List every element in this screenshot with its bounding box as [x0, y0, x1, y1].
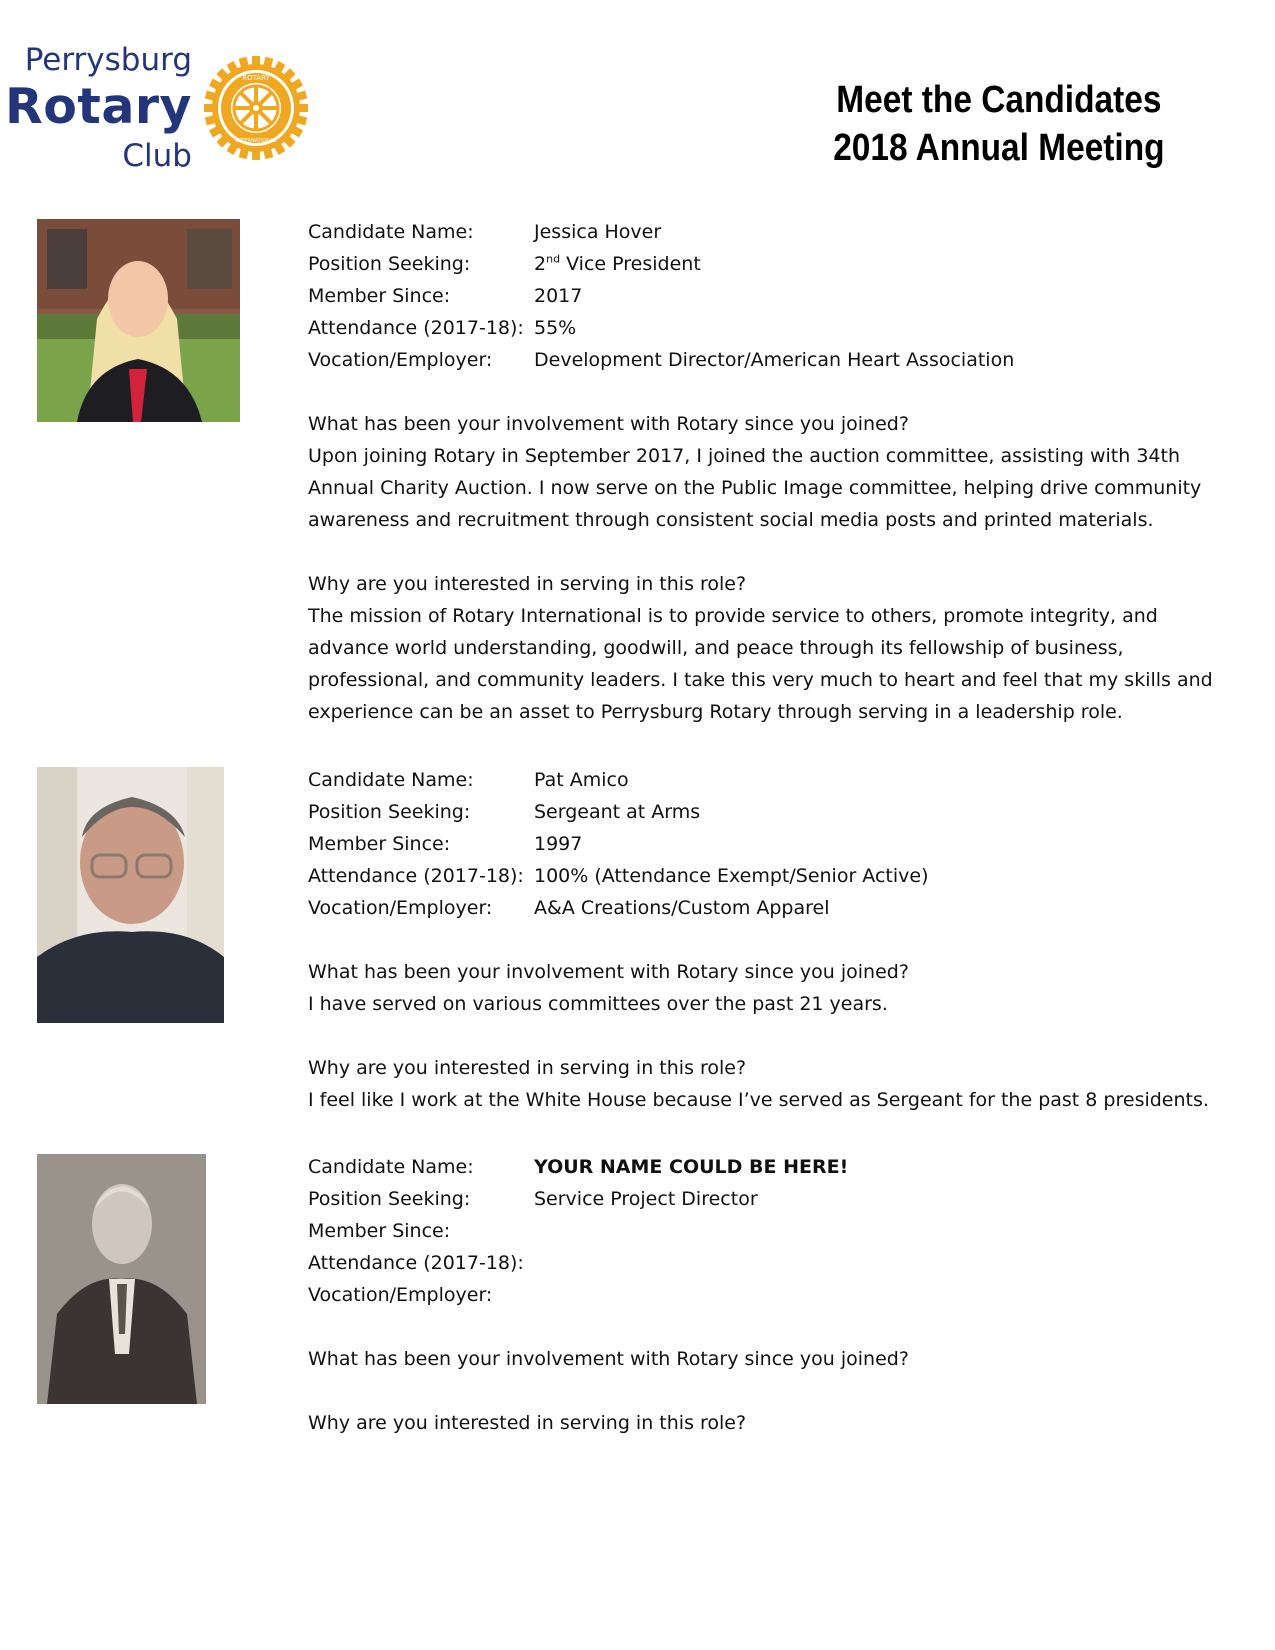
candidate-photo-placeholder — [37, 1154, 206, 1404]
rotary-logo — [5, 40, 330, 180]
question-involvement: What has been your involvement with Rotary since you joined? — [308, 413, 909, 435]
field-row-vocation — [308, 892, 1238, 924]
field-row-vocation — [308, 1279, 1238, 1311]
question-interest: Why are you interested in serving in this role? — [308, 1412, 747, 1434]
logo-line-rotary: Rotary — [5, 78, 192, 135]
value-vocation: Development Director/American Heart Association — [534, 349, 1015, 371]
label-vocation: Vocation/Employer: — [308, 1284, 493, 1306]
value-vocation — [534, 1279, 1238, 1311]
title-line-1: Meet the Candidates — [836, 79, 1162, 121]
field-row-member-since — [308, 1215, 1238, 1247]
candidate-1 — [308, 216, 1238, 728]
value-position-seeking — [534, 248, 1238, 280]
field-row-position — [308, 796, 1238, 828]
label-attendance: Attendance (2017-18): — [308, 317, 524, 339]
value-member-since: 2017 — [534, 285, 583, 307]
value-position-seeking: Sergeant at Arms — [534, 801, 701, 823]
answer-involvement: Upon joining Rotary in September 2017, I joined the auction committee, assisting with 34th Annual Charity Auction. I now serve on the Public Image committee, helping drive community awareness and recruitment through consistent social media posts and printed materials. — [308, 445, 1202, 531]
value-candidate-name: Pat Amico — [534, 769, 629, 791]
wheel-text-top: ROTARY — [242, 74, 270, 82]
field-row-position — [308, 248, 1238, 280]
label-position-seeking: Position Seeking: — [308, 1188, 471, 1210]
logo-line-perrysburg: Perrysburg — [24, 42, 192, 78]
candidate-3 — [308, 1151, 1238, 1439]
label-vocation: Vocation/Employer: — [308, 349, 493, 371]
position-ordinal-suffix: nd — [546, 252, 561, 266]
field-row-member-since — [308, 280, 1238, 312]
answer-interest: The mission of Rotary International is to provide service to others, promote integrity, and advance world understanding, goodwill, and peace through its fellowship of business, professional, and community leaders. I take this very much to heart and feel that my skills and experience can be an asset to Perrysburg Rotary through serving in a leadership role. — [308, 605, 1213, 723]
position-ordinal-number: 2 — [534, 253, 547, 275]
label-candidate-name: Candidate Name: — [308, 221, 474, 243]
field-row-member-since — [308, 828, 1238, 860]
value-candidate-name: YOUR NAME COULD BE HERE! — [534, 1156, 849, 1178]
label-position-seeking: Position Seeking: — [308, 801, 471, 823]
candidate-photo-jessica — [37, 219, 240, 422]
label-member-since: Member Since: — [308, 833, 451, 855]
label-candidate-name: Candidate Name: — [308, 1156, 474, 1178]
field-row-name — [308, 764, 1238, 796]
field-row-attendance — [308, 860, 1238, 892]
label-attendance: Attendance (2017-18): — [308, 865, 524, 887]
question-involvement: What has been your involvement with Rotary since you joined? — [308, 961, 909, 983]
field-row-position — [308, 1183, 1238, 1215]
question-interest: Why are you interested in serving in this role? — [308, 1057, 747, 1079]
label-attendance: Attendance (2017-18): — [308, 1252, 524, 1274]
field-row-vocation — [308, 344, 1238, 376]
value-attendance: 100% (Attendance Exempt/Senior Active) — [534, 865, 929, 887]
answer-involvement: I have served on various committees over the past 21 years. — [308, 993, 888, 1015]
logo-line-club: Club — [122, 138, 192, 174]
wheel-text-bottom: INTERNATIONAL — [235, 138, 277, 144]
value-member-since: 1997 — [534, 833, 583, 855]
value-position-seeking: Service Project Director — [534, 1188, 758, 1210]
value-member-since — [534, 1215, 1238, 1247]
field-row-name — [308, 216, 1238, 248]
rotary-wheel-icon — [202, 54, 310, 162]
value-attendance — [534, 1247, 1238, 1279]
field-row-name — [308, 1151, 1238, 1183]
position-title: Vice President — [560, 253, 701, 275]
title-line-2: 2018 Annual Meeting — [833, 127, 1165, 169]
question-involvement: What has been your involvement with Rotary since you joined? — [308, 1348, 909, 1370]
candidate-photo-pat — [37, 767, 224, 1023]
label-member-since: Member Since: — [308, 1220, 451, 1242]
question-interest: Why are you interested in serving in this role? — [308, 573, 747, 595]
label-candidate-name: Candidate Name: — [308, 769, 474, 791]
label-vocation: Vocation/Employer: — [308, 897, 493, 919]
label-member-since: Member Since: — [308, 285, 451, 307]
value-candidate-name: Jessica Hover — [534, 221, 662, 243]
field-row-attendance — [308, 1247, 1238, 1279]
label-position-seeking: Position Seeking: — [308, 253, 471, 275]
value-vocation: A&A Creations/Custom Apparel — [534, 897, 830, 919]
field-row-attendance — [308, 312, 1238, 344]
value-attendance: 55% — [534, 317, 577, 339]
answer-interest: I feel like I work at the White House because I’ve served as Sergeant for the past 8 presidents. — [308, 1089, 1209, 1111]
page-title — [834, 76, 1165, 172]
candidate-2 — [308, 764, 1238, 1116]
